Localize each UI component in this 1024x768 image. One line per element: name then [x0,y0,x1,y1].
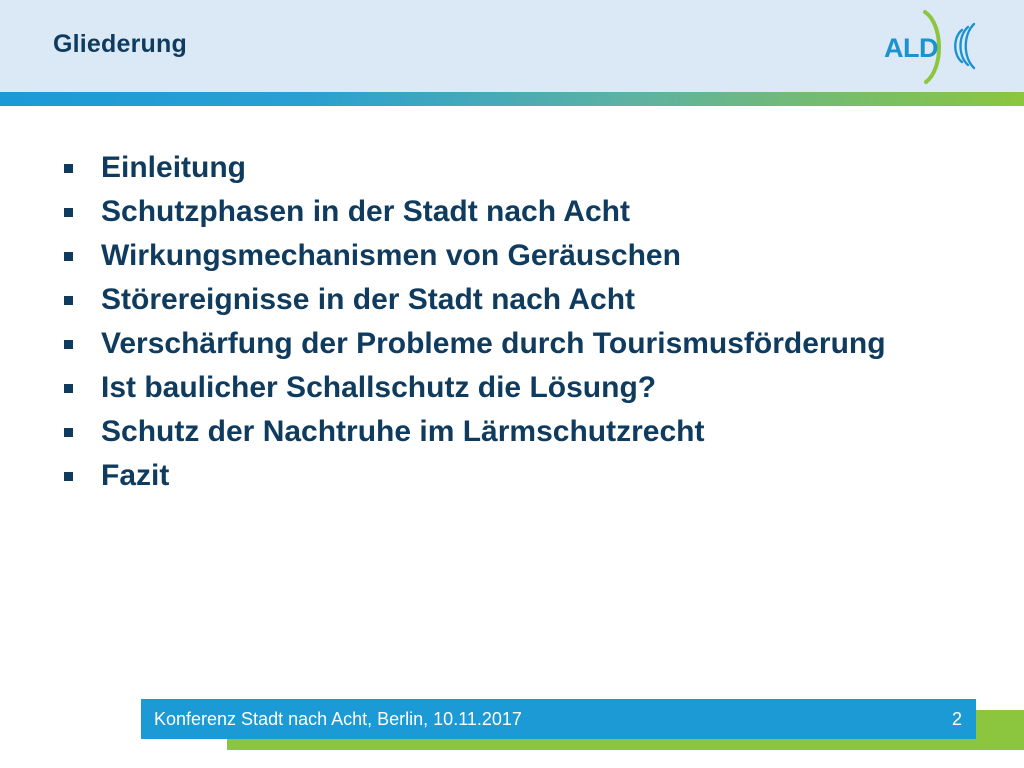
agenda-item-label: Wirkungsmechanismen von Geräuschen [101,239,681,272]
agenda-item [62,238,962,274]
agenda-list [62,150,962,502]
square-bullet-icon [64,384,73,393]
agenda-item-label: Schutz der Nachtruhe im Lärmschutzrecht [101,415,705,448]
agenda-item [62,150,962,186]
square-bullet-icon [64,472,73,481]
square-bullet-icon [64,296,73,305]
agenda-item [62,458,962,494]
agenda-item-label: Einleitung [101,151,246,184]
page-number: 2 [951,709,962,729]
footer-bar [141,699,976,739]
agenda-item [62,282,962,318]
footer-text: Konferenz Stadt nach Acht, Berlin, 10.11.2017 [154,709,522,729]
square-bullet-icon [64,428,73,437]
agenda-item [62,370,962,406]
agenda-item-label: Schutzphasen in der Stadt nach Acht [101,195,630,228]
agenda-item-label: Ist baulicher Schallschutz die Lösung? [101,371,657,404]
agenda-item-label: Verschärfung der Probleme durch Tourismusförderung [101,327,886,360]
agenda-item [62,194,962,230]
ald-logo [880,10,980,86]
header-stripe [0,92,1024,106]
square-bullet-icon [64,252,73,261]
square-bullet-icon [64,164,73,173]
logo-text: ALD [884,33,938,63]
agenda-item [62,326,962,362]
square-bullet-icon [64,340,73,349]
agenda-item-label: Fazit [101,459,170,492]
square-bullet-icon [64,208,73,217]
slide-title: Gliederung [53,30,187,58]
agenda-item [62,414,962,450]
header-band [0,0,1024,92]
agenda-item-label: Störereignisse in der Stadt nach Acht [101,283,636,316]
